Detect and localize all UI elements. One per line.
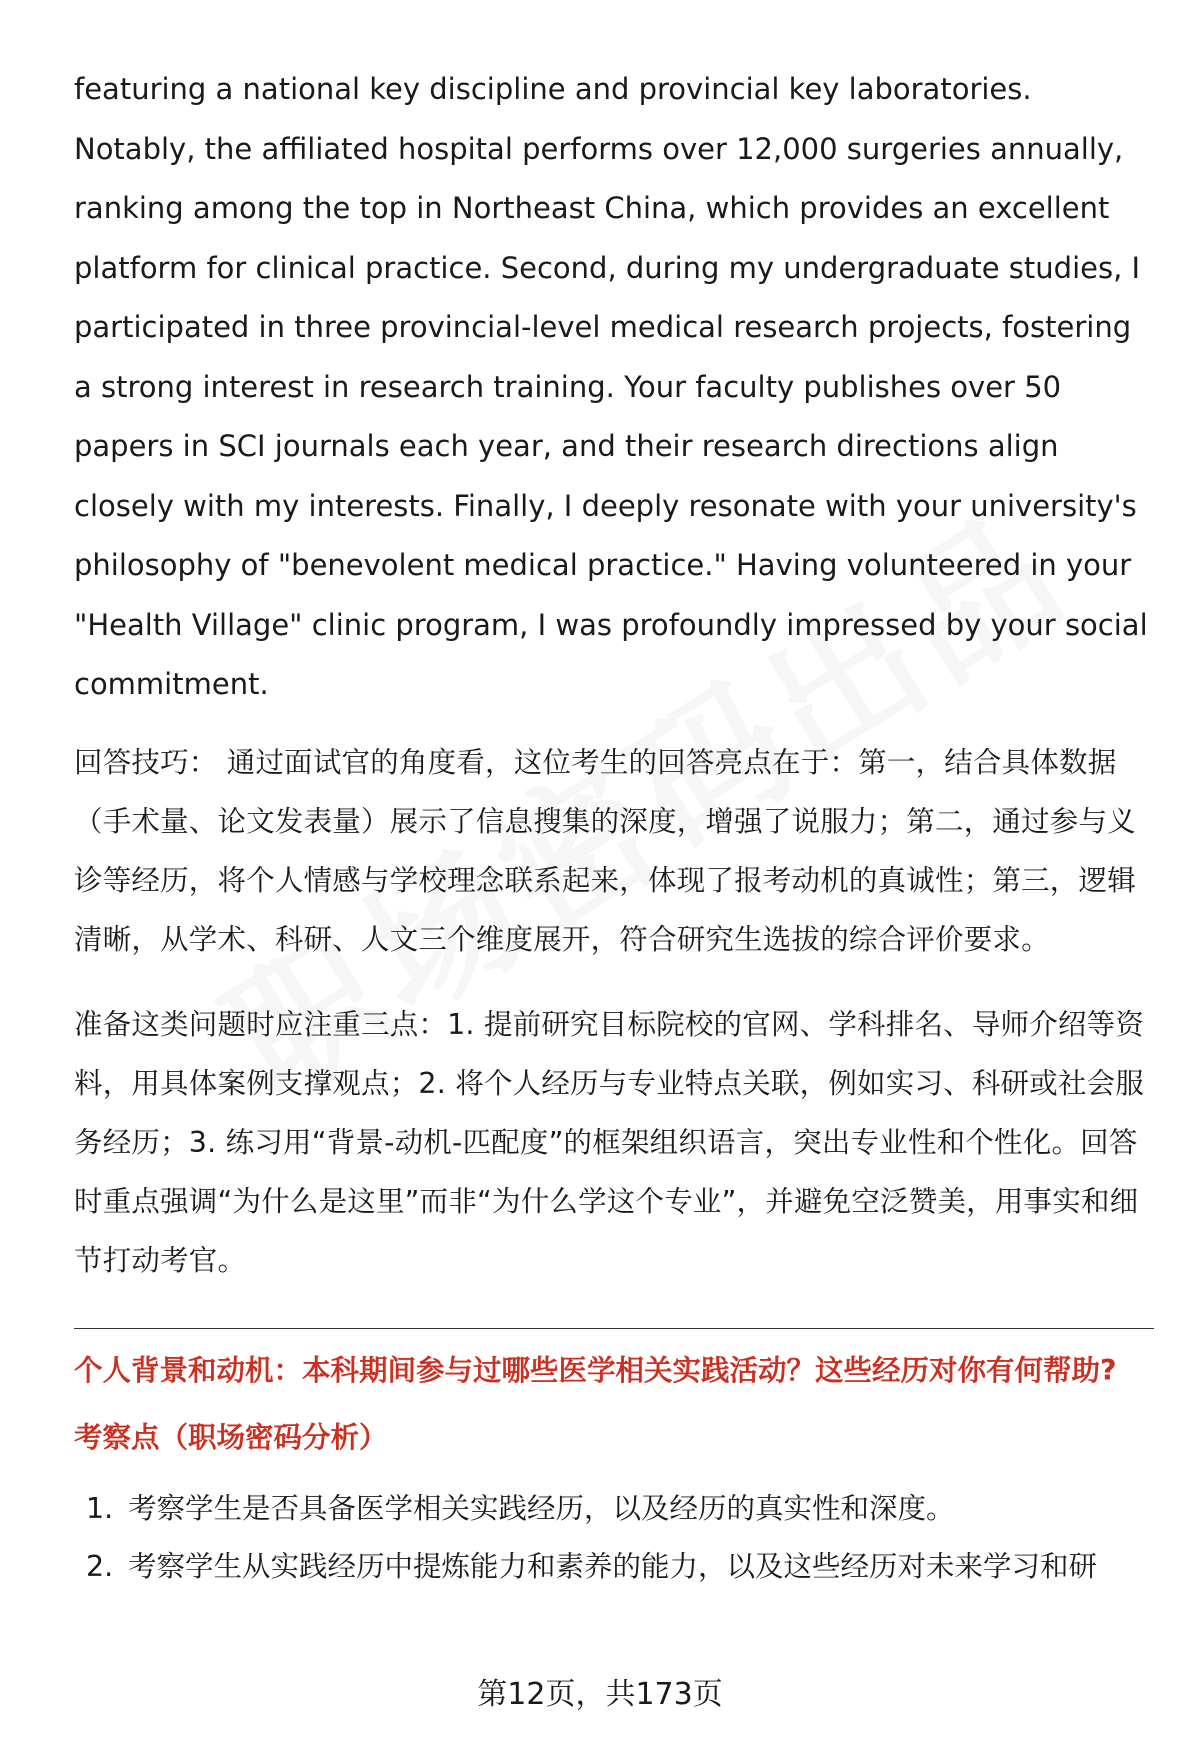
assessment-points-list — [74, 1480, 1154, 1596]
answer-tips-paragraph: 回答技巧： 通过面试官的角度看，这位考生的回答亮点在于：第一，结合具体数据（手术量、论文发表量）展示了信息搜集的深度，增强了说服力；第二，通过参与义诊等经历，将个人情感与学校理念联系起来，体现了报考动机的真诚性；第三，逻辑清晰，从学术、科研、人文三个维度展开，符合研究生选拔的综合评价要求。 — [74, 745, 1136, 956]
list-item-text: 考察学生是否具备医学相关实践经历，以及经历的真实性和深度。 — [128, 1491, 955, 1525]
list-item — [74, 1538, 1154, 1596]
list-item — [74, 1480, 1154, 1538]
list-item-number: 2. — [86, 1549, 114, 1583]
english-paragraph: featuring a national key discipline and provincial key laboratories. Notably, the affiliated hospital performs over 12,000 surgeries annually, ranking among the top in Northeast China, which provides an excellent platform for clinical practice. Second, during my undergraduate studies, I participated in three provincial-level medical research projects, fostering a strong interest in research training. Your faculty publishes over 50 papers in SCI journals each year, and their research directions align closely with my interests. Finally, I deeply resonate with your university's philosophy of "benevolent medical practice." Having volunteered in your "Health Village" clinic program, I was profoundly impressed by your social commitment. — [74, 72, 1148, 701]
list-item-text: 考察学生从实践经历中提炼能力和素养的能力，以及这些经历对未来学习和研 — [128, 1549, 1098, 1583]
preparation-advice-paragraph: 准备这类问题时应注重三点：1. 提前研究目标院校的官网、学科排名、导师介绍等资料，用具体案例支撑观点；2. 将个人经历与专业特点关联，例如实习、科研或社会服务经历；3. 练习用“背景-动机-匹配度”的框架组织语言，突出专业性和个性化。回答时重点强调“为什么是这里”而非“为什么学这个专业”，并避免空泛赞美，用事实和细节打动考官。 — [74, 1007, 1145, 1277]
question-heading: 个人背景和动机：本科期间参与过哪些医学相关实践活动？这些经历对你有何帮助? — [74, 1353, 1117, 1387]
section-divider — [74, 1328, 1154, 1329]
document-body — [74, 60, 1154, 1596]
assessment-heading: 考察点（职场密码分析） — [74, 1420, 388, 1454]
list-item-number: 1. — [86, 1491, 114, 1525]
page-footer: 第12页，共173页 — [477, 1677, 723, 1712]
